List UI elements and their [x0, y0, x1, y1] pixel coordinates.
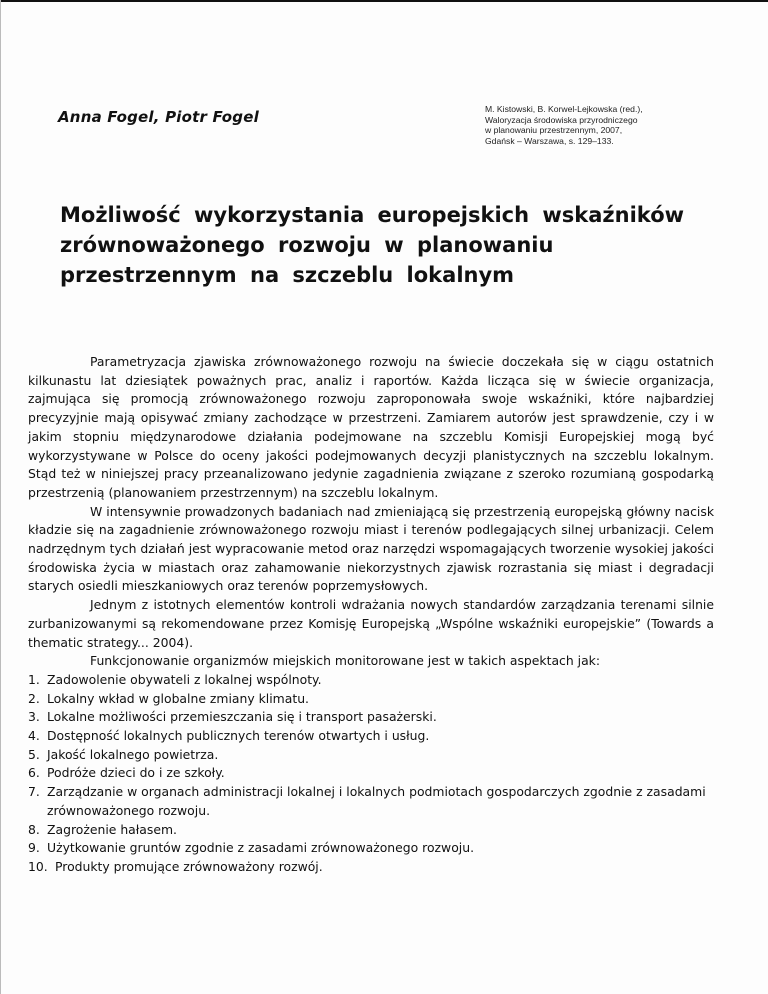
article-body: [28, 353, 714, 877]
list-item: [28, 708, 714, 727]
title-line: Możliwość wykorzystania europejskich wskaźników: [60, 203, 685, 227]
authors: Anna Fogel, Piotr Fogel: [58, 108, 259, 126]
title-line: zrównoważonego rozwoju w planowaniu: [60, 233, 554, 257]
list-item: [28, 727, 714, 746]
list-number: 2.: [28, 690, 40, 706]
citation-line: w planowaniu przestrzennym, 2007,: [485, 125, 623, 135]
list-item: [28, 671, 714, 690]
title-line: przestrzennym na szczeblu lokalnym: [60, 263, 515, 287]
list-text: Jakość lokalnego powietrza.: [47, 746, 219, 762]
list-item: [28, 839, 714, 858]
aspects-list: [28, 671, 714, 877]
list-item: [28, 858, 714, 877]
citation-line: M. Kistowski, B. Korwel-Lejkowska (red.),: [485, 104, 643, 114]
list-text: Zagrożenie hałasem.: [47, 821, 177, 837]
paragraph: Funkcjonowanie organizmów miejskich monitorowane jest w takich aspektach jak:: [90, 653, 601, 669]
list-number: 1.: [28, 671, 40, 687]
article-title: [60, 200, 720, 290]
list-item: [28, 783, 714, 820]
scan-top-border: [0, 0, 768, 2]
list-number: 5.: [28, 746, 40, 762]
list-number: 9.: [28, 840, 40, 856]
citation-line: Gdańsk – Warszawa, s. 129–133.: [485, 135, 614, 146]
list-number: 7.: [28, 784, 40, 800]
scan-left-edge: [0, 0, 1, 994]
list-number: 10.: [28, 858, 48, 874]
list-item: [28, 821, 714, 840]
list-text: Produkty promujące zrównoważony rozwój.: [55, 858, 323, 874]
citation-note: [485, 104, 725, 146]
list-text: Dostępność lokalnych publicznych terenów otwartych i usług.: [47, 728, 430, 744]
list-item: [28, 690, 714, 709]
paragraph: W intensywnie prowadzonych badaniach nad zmieniającą się przestrzenią europejską główny nacisk kładzie się na zagadnienie zrównoważonego rozwoju miast i terenów podlegających silnej urbanizacji. Celem nadrzędnym tych działań jest wypracowanie metod oraz narzędzi wspomagających tworzenie wysokiej jakości środowiska życia w miastach oraz zahamowanie niekorzystnych zjawisk rozrastania się miast i degradacji starych osiedli mieszkaniowych oraz terenów poprzemysłowych.: [28, 503, 714, 594]
list-text: Lokalne możliwości przemieszczania się i transport pasażerski.: [47, 709, 437, 725]
list-number: 4.: [28, 728, 40, 744]
paragraph: Parametryzacja zjawiska zrównoważonego rozwoju na świecie doczekała się w ciągu ostatnich kilkunastu lat dziesiątek poważnych prac, analiz i raportów. Każda licząca się w świecie organizacja, zajmująca się promocją zrównoważonego rozwoju zaproponowała swoje wskaźniki, które najbardziej precyzyjnie mają opisywać zmiany zachodzące w przestrzeni. Zamiarem autorów jest sprawdzenie, czy i w jakim stopniu międzynarodowe działania podejmowane na szczeblu Komisji Europejskiej mogą być wykorzystywane w Polsce do oceny jakości podejmowanych decyzji planistycznych na szczeblu lokalnym. Stąd też w niniejszej pracy przeanalizowano jedynie zagadnienia związane z szeroko rozumianą gospodarką przestrzenią (planowaniem przestrzennym) na szczeblu lokalnym.: [28, 354, 714, 500]
list-text: Zadowolenie obywateli z lokalnej wspólnoty.: [47, 671, 322, 687]
list-text: Użytkowanie gruntów zgodnie z zasadami zrównoważonego rozwoju.: [47, 840, 475, 856]
list-item: [28, 746, 714, 765]
paragraph: Jednym z istotnych elementów kontroli wdrażania nowych standardów zarządzania terenami silnie zurbanizowanymi są rekomendowane przez Komisję Europejską „Wspólne wskaźniki europejskie” (Towards a thematic strategy... 2004).: [28, 597, 714, 650]
list-item: [28, 764, 714, 783]
list-text: Lokalny wkład w globalne zmiany klimatu.: [47, 690, 309, 706]
list-number: 8.: [28, 821, 40, 837]
list-number: 6.: [28, 765, 40, 781]
list-number: 3.: [28, 709, 40, 725]
citation-line: Waloryzacja środowiska przyrodniczego: [485, 114, 638, 125]
list-text: Zarządzanie w organach administracji lokalnej i lokalnych podmiotach gospodarczych zgodnie z zasadami zrównoważonego rozwoju.: [47, 784, 706, 818]
list-text: Podróże dzieci do i ze szkoły.: [47, 765, 225, 781]
